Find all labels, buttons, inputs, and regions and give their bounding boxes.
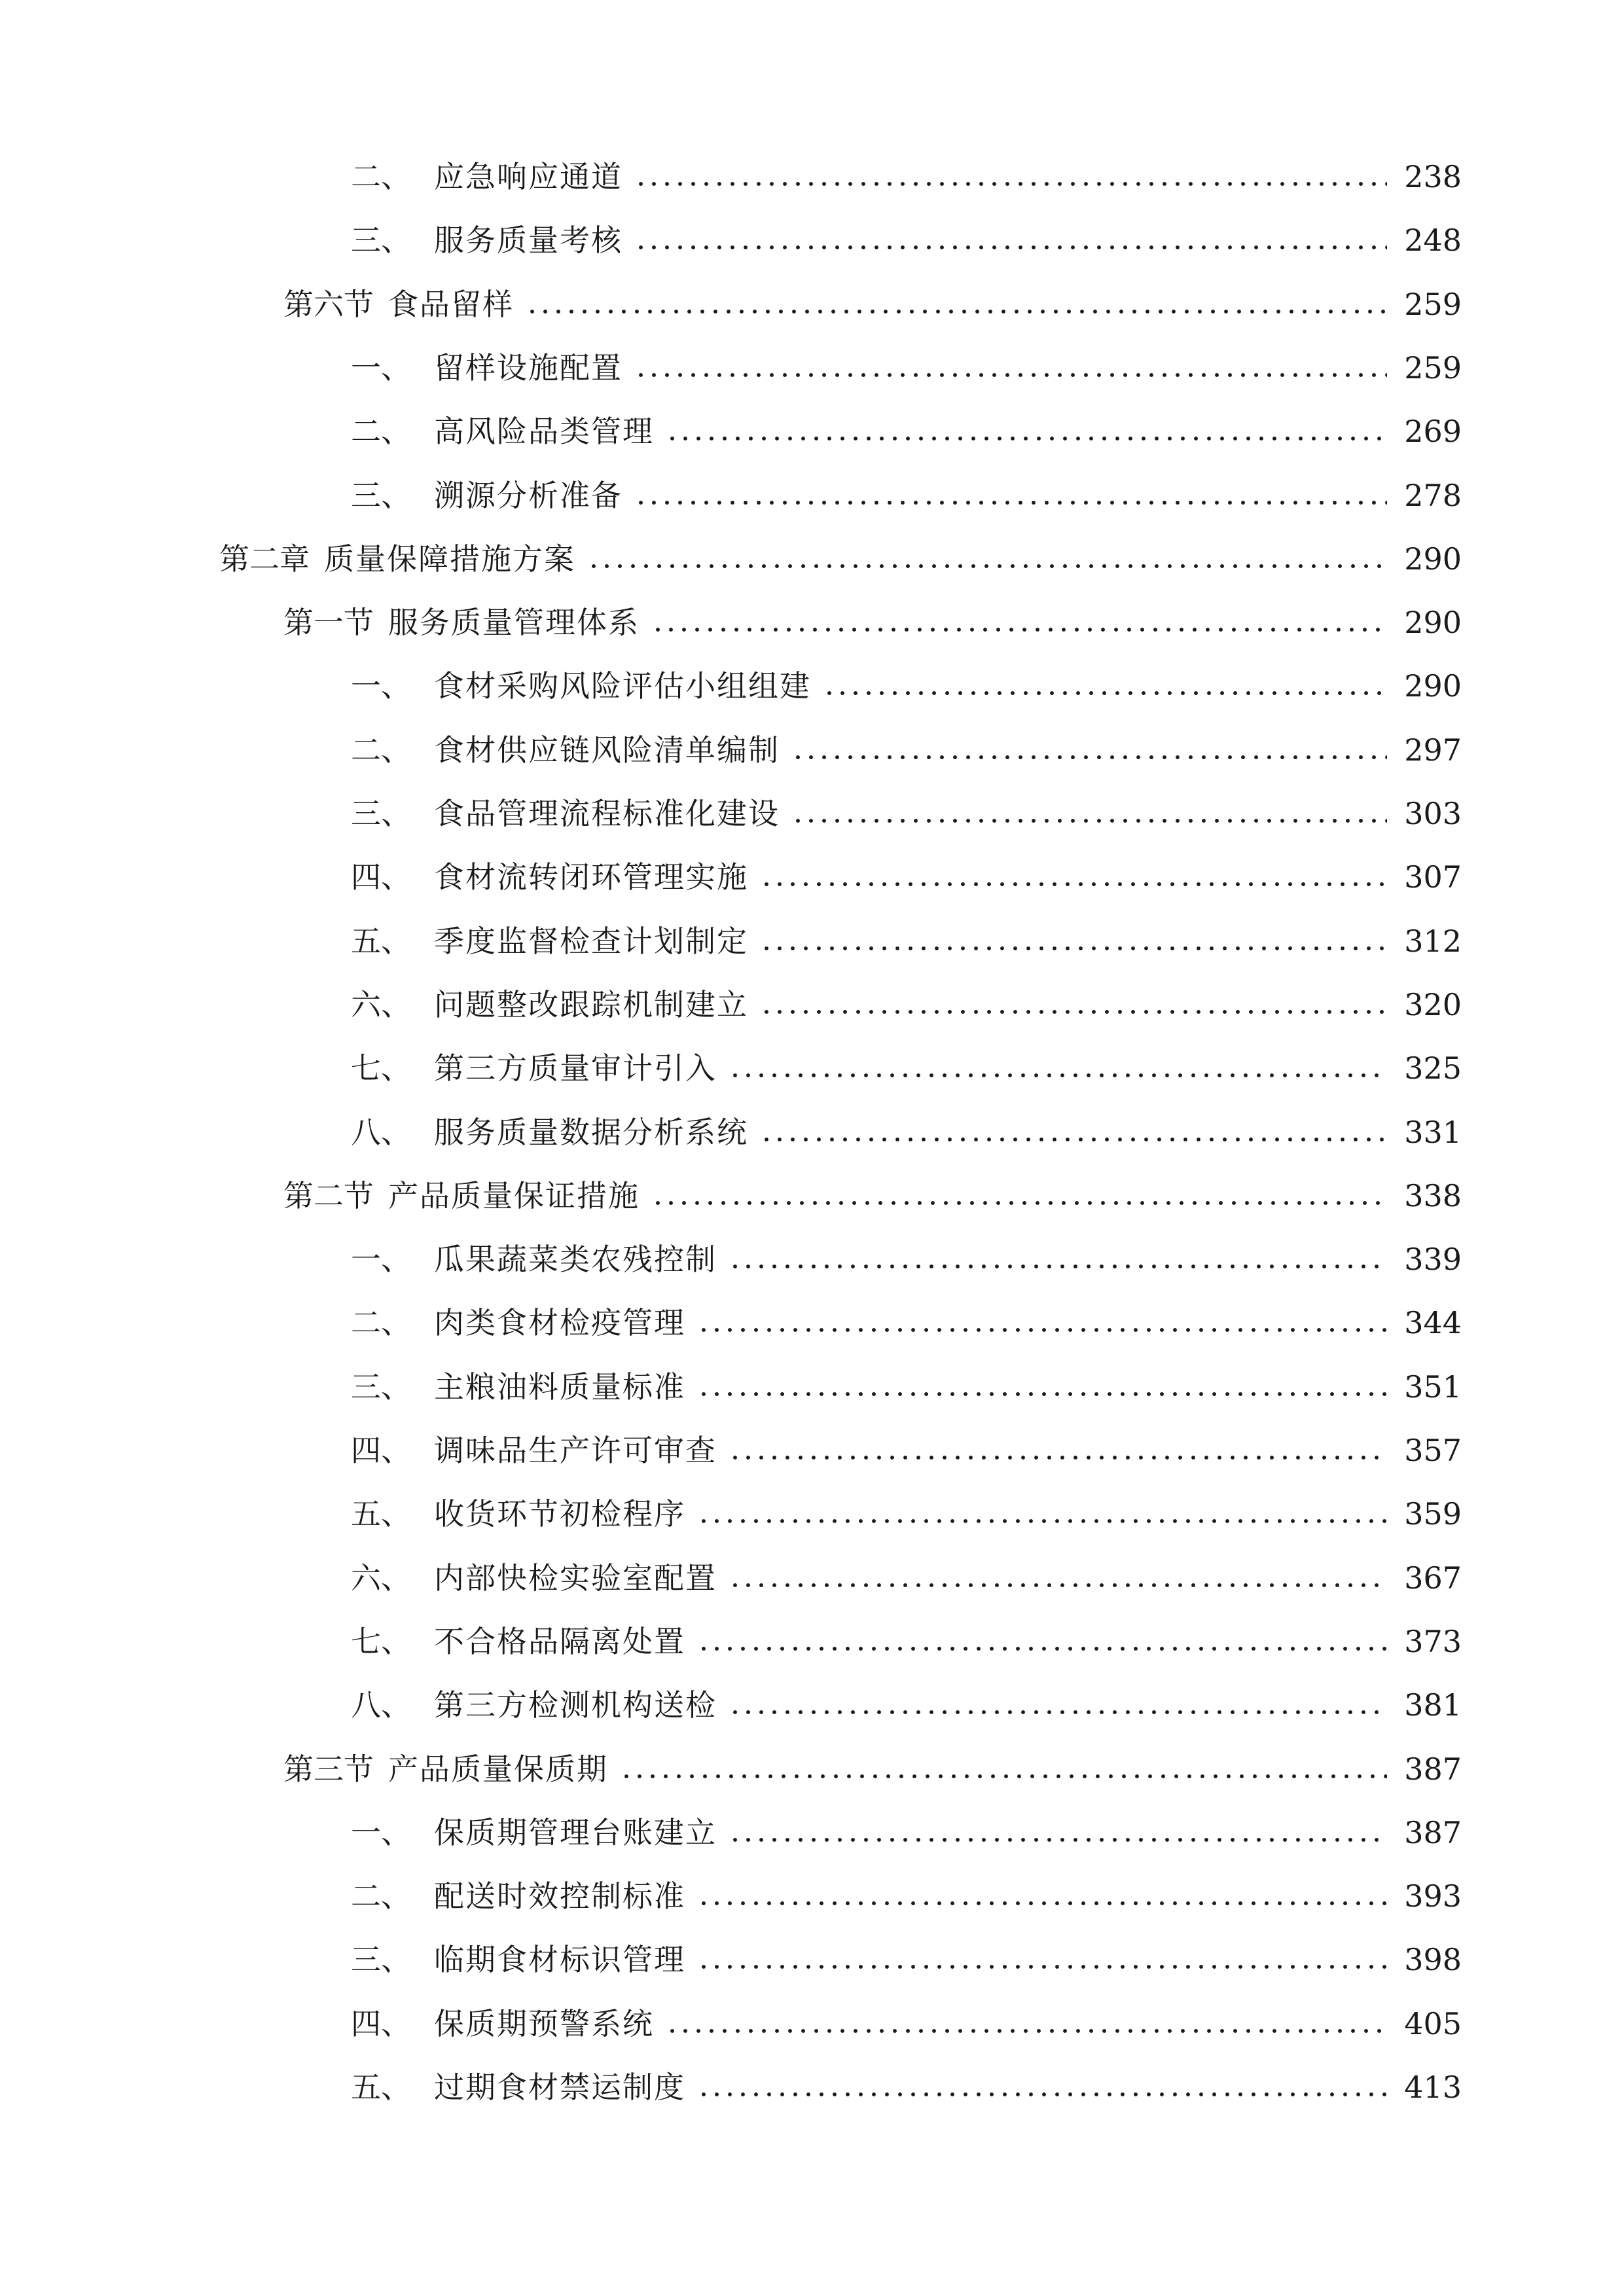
- toc-entry-number: 一、: [351, 350, 411, 386]
- toc-entry-page-number: 338: [1404, 1178, 1462, 1213]
- toc-entry-title: 配送时效控制标准: [434, 1878, 685, 1914]
- toc-entry-title: 问题整改跟踪机制建立: [434, 987, 748, 1022]
- toc-entry-page-number: 290: [1404, 668, 1462, 704]
- toc-entry-item[interactable]: [351, 1682, 1462, 1728]
- dot-leader: [697, 1965, 1387, 1969]
- dot-leader: [651, 628, 1387, 632]
- toc-entry-number: 八、: [351, 1115, 411, 1150]
- toc-entry-title: 服务质量数据分析系统: [434, 1115, 748, 1150]
- toc-entry-page-number: 331: [1404, 1115, 1462, 1150]
- toc-entry-title: 收货环节初检程序: [434, 1496, 685, 1532]
- toc-entry-title: 食品留样: [388, 287, 514, 322]
- toc-entry-number: 三、: [351, 1942, 411, 1977]
- toc-entry-page-number: 290: [1404, 605, 1462, 640]
- toc-entry-number: 三、: [351, 223, 411, 258]
- toc-entry-page-number: 248: [1404, 223, 1462, 258]
- dot-leader: [760, 882, 1387, 886]
- toc-entry-title: 内部快检实验室配置: [434, 1560, 717, 1596]
- toc-entry-title: 过期食材禁运制度: [434, 2070, 685, 2105]
- toc-entry-page-number: 320: [1404, 987, 1462, 1022]
- dot-leader: [697, 1392, 1387, 1396]
- toc-entry-number: 四、: [351, 2006, 411, 2041]
- toc-entry-page-number: 259: [1404, 287, 1462, 322]
- toc-entry-number: 四、: [351, 859, 411, 895]
- dot-leader: [729, 1456, 1387, 1460]
- dot-leader: [587, 564, 1387, 568]
- dot-leader: [729, 1710, 1387, 1714]
- toc-entry-item[interactable]: [351, 1236, 1462, 1282]
- toc-entry-number: 二、: [351, 414, 411, 449]
- toc-entry-number: 三、: [351, 796, 411, 831]
- toc-entry-item[interactable]: [351, 1045, 1462, 1091]
- dot-leader: [729, 1265, 1387, 1268]
- toc-entry-number: 第一节: [283, 605, 374, 640]
- toc-entry-title: 临期食材标识管理: [434, 1942, 685, 1977]
- toc-entry-page-number: 413: [1404, 2070, 1462, 2105]
- toc-entry-title: 食材采购风险评估小组组建: [434, 668, 811, 704]
- toc-entry-title: 肉类食材检疫管理: [434, 1305, 685, 1340]
- toc-entry-number: 五、: [351, 924, 411, 959]
- toc-entry-section[interactable]: [283, 1173, 1462, 1219]
- toc-entry-page-number: 297: [1404, 732, 1462, 768]
- toc-entry-item[interactable]: [351, 154, 1462, 200]
- toc-entry-page-number: 238: [1404, 159, 1462, 194]
- dot-leader: [791, 819, 1387, 823]
- toc-entry-number: 一、: [351, 668, 411, 704]
- toc-entry-title: 保质期管理台账建立: [434, 1815, 717, 1850]
- dot-leader: [697, 1328, 1387, 1332]
- toc-entry-page-number: 312: [1404, 924, 1462, 959]
- dot-leader: [634, 501, 1387, 505]
- toc-entry-title: 溯源分析准备: [434, 478, 623, 513]
- toc-entry-item[interactable]: [351, 1810, 1462, 1856]
- dot-leader: [729, 1838, 1387, 1842]
- toc-entry-page-number: 344: [1404, 1305, 1462, 1340]
- toc-entry-number: 六、: [351, 1560, 411, 1596]
- toc-entry-number: 一、: [351, 1815, 411, 1850]
- toc-entry-number: 第六节: [283, 287, 374, 322]
- toc-entry-page-number: 307: [1404, 859, 1462, 895]
- toc-entry-item[interactable]: [351, 791, 1462, 836]
- toc-entry-section[interactable]: [283, 1746, 1462, 1792]
- toc-entry-number: 三、: [351, 1369, 411, 1405]
- toc-entry-item[interactable]: [351, 217, 1462, 263]
- toc-entry-number: 四、: [351, 1433, 411, 1468]
- toc-entry-item[interactable]: [351, 345, 1462, 391]
- dot-leader: [697, 1519, 1387, 1523]
- toc-entry-item[interactable]: [351, 727, 1462, 773]
- toc-entry-page-number: 405: [1404, 2006, 1462, 2041]
- toc-entry-item[interactable]: [351, 1555, 1462, 1601]
- toc-entry-item[interactable]: [351, 408, 1462, 454]
- toc-entry-number: 六、: [351, 987, 411, 1022]
- dot-leader: [760, 1138, 1387, 1141]
- toc-entry-page-number: 325: [1404, 1050, 1462, 1086]
- toc-entry-item[interactable]: [351, 918, 1462, 964]
- toc-entry-title: 食材流转闭环管理实施: [434, 859, 748, 895]
- toc-entry-page-number: 387: [1404, 1815, 1462, 1850]
- dot-leader: [666, 2029, 1387, 2033]
- toc-entry-title: 服务质量考核: [434, 223, 623, 258]
- dot-leader: [729, 1073, 1387, 1077]
- toc-entry-title: 第三方质量审计引入: [434, 1050, 717, 1086]
- toc-entry-number: 第三节: [283, 1751, 374, 1787]
- toc-entry-title: 产品质量保证措施: [388, 1178, 640, 1213]
- toc-entry-page-number: 303: [1404, 796, 1462, 831]
- toc-entry-page-number: 387: [1404, 1751, 1462, 1787]
- toc-entry-item[interactable]: [351, 1873, 1462, 1919]
- toc-entry-title: 不合格品隔离处置: [434, 1624, 685, 1659]
- toc-entry-page-number: 373: [1404, 1624, 1462, 1659]
- toc-entry-item[interactable]: [351, 982, 1462, 1028]
- toc-entry-page-number: 259: [1404, 350, 1462, 386]
- dot-leader: [634, 373, 1387, 377]
- toc-entry-page-number: 269: [1404, 414, 1462, 449]
- toc-entry-number: 第二章: [219, 541, 310, 577]
- toc-entry-section[interactable]: [283, 281, 1462, 327]
- toc-entry-page-number: 339: [1404, 1242, 1462, 1277]
- toc-entry-title: 高风险品类管理: [434, 414, 654, 449]
- toc-entry-page-number: 351: [1404, 1369, 1462, 1405]
- toc-entry-title: 瓜果蔬菜类农残控制: [434, 1242, 717, 1277]
- dot-leader: [729, 1583, 1387, 1587]
- toc-entry-item[interactable]: [351, 1427, 1462, 1473]
- dot-leader: [760, 946, 1387, 950]
- toc-entry-number: 五、: [351, 2070, 411, 2105]
- toc-entry-item[interactable]: [351, 1109, 1462, 1155]
- toc-entry-number: 二、: [351, 159, 411, 194]
- toc-entry-item[interactable]: [351, 2001, 1462, 2047]
- dot-leader: [823, 691, 1387, 695]
- dot-leader: [666, 437, 1387, 440]
- toc-entry-number: 二、: [351, 1878, 411, 1914]
- toc-entry-page-number: 359: [1404, 1496, 1462, 1532]
- dot-leader: [697, 1647, 1387, 1651]
- dot-leader: [697, 1901, 1387, 1905]
- toc-entry-title: 服务质量管理体系: [388, 605, 640, 640]
- toc-entry-chapter[interactable]: [219, 536, 1462, 582]
- dot-leader: [651, 1201, 1387, 1205]
- dot-leader: [697, 2092, 1387, 2096]
- toc-entry-page-number: 393: [1404, 1878, 1462, 1914]
- toc-entry-item[interactable]: [351, 1491, 1462, 1537]
- toc-entry-title: 保质期预警系统: [434, 2006, 654, 2041]
- toc-entry-number: 二、: [351, 732, 411, 768]
- toc-entry-number: 七、: [351, 1050, 411, 1086]
- toc-entry-number: 五、: [351, 1496, 411, 1532]
- toc-entry-page-number: 398: [1404, 1942, 1462, 1977]
- toc-entry-page-number: 290: [1404, 541, 1462, 577]
- toc-entry-item[interactable]: [351, 1619, 1462, 1664]
- toc-entry-title: 第三方检测机构送检: [434, 1687, 717, 1723]
- toc-entry-item[interactable]: [351, 2064, 1462, 2110]
- toc-entry-title: 食材供应链风险清单编制: [434, 732, 780, 768]
- toc-entry-number: 七、: [351, 1624, 411, 1659]
- toc-entry-page-number: 278: [1404, 478, 1462, 513]
- dot-leader: [760, 1010, 1387, 1014]
- toc-entry-number: 二、: [351, 1305, 411, 1340]
- toc-entry-section[interactable]: [283, 600, 1462, 645]
- toc-entry-page-number: 357: [1404, 1433, 1462, 1468]
- toc-entry-item[interactable]: [351, 1937, 1462, 1982]
- toc-entry-title: 主粮油料质量标准: [434, 1369, 685, 1405]
- dot-leader: [620, 1774, 1387, 1778]
- dot-leader: [634, 182, 1387, 186]
- toc-entry-title: 应急响应通道: [434, 159, 623, 194]
- toc-entry-number: 三、: [351, 478, 411, 513]
- toc-entry-number: 八、: [351, 1687, 411, 1723]
- toc-entry-title: 质量保障措施方案: [324, 541, 575, 577]
- toc-entry-item[interactable]: [351, 1364, 1462, 1410]
- toc-entry-number: 一、: [351, 1242, 411, 1277]
- toc-entry-page-number: 381: [1404, 1687, 1462, 1723]
- toc-entry-item[interactable]: [351, 663, 1462, 709]
- toc-entry-title: 留样设施配置: [434, 350, 623, 386]
- dot-leader: [791, 755, 1387, 759]
- toc-entry-item[interactable]: [351, 1300, 1462, 1346]
- dot-leader: [634, 245, 1387, 249]
- toc-entry-number: 第二节: [283, 1178, 374, 1213]
- toc-entry-title: 调味品生产许可审查: [434, 1433, 717, 1468]
- dot-leader: [526, 310, 1387, 314]
- toc-entry-item[interactable]: [351, 473, 1462, 518]
- toc-entry-page-number: 367: [1404, 1560, 1462, 1596]
- toc-entry-title: 产品质量保质期: [388, 1751, 608, 1787]
- toc-entry-item[interactable]: [351, 854, 1462, 900]
- toc-entry-title: 季度监督检查计划制定: [434, 924, 748, 959]
- toc-entry-title: 食品管理流程标准化建设: [434, 796, 780, 831]
